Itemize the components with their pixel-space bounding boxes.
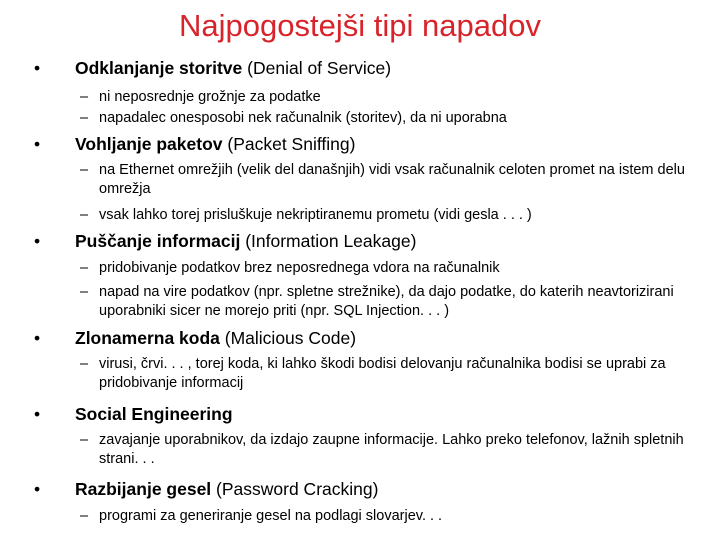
sub-text: zavajanje uporabnikov, da izdajo zaupne informacije. Lahko preko telefonov, lažnih spletnih strani. . . — [99, 432, 684, 467]
topic-bold: Razbijanje gesel — [75, 479, 212, 499]
dash-icon: – — [80, 207, 89, 223]
dash-icon: – — [80, 356, 89, 372]
dash-icon: – — [80, 284, 89, 300]
bullet-icon: • — [34, 328, 41, 348]
sub-text: ni neposrednje grožnje za podatke — [99, 89, 321, 105]
dash-icon: – — [80, 89, 89, 105]
topic-text — [75, 229, 416, 253]
topic-rest: (Password Cracking) — [211, 479, 379, 499]
sub-text: napad na vire podatkov (npr. spletne strežnike), da dajo podatke, do katerih neavtorizirani uporabniki sicer ne morejo priti (npr. SQL Injection. . . ) — [99, 284, 674, 319]
sub-text: na Ethernet omrežjih (velik del današnjih) vidi vsak računalnik celoten promet na istem delu omrežja — [99, 162, 685, 197]
topic-rest: (Malicious Code) — [219, 328, 357, 348]
bullet-icon: • — [34, 479, 41, 499]
sub-text: virusi, črvi. . . , torej koda, ki lahko škodi bodisi delovanju računalnika bodisi se uprabi za pridobivanje informacij — [99, 356, 666, 391]
topic-bold: Social Engineering — [75, 404, 233, 424]
dash-icon: – — [80, 260, 89, 276]
topic-bold: Vohljanje paketov — [75, 134, 223, 154]
topic-text — [75, 132, 355, 156]
topic-text — [75, 326, 356, 350]
bullet-icon: • — [34, 134, 41, 154]
topic-rest: (Denial of Service) — [242, 58, 392, 78]
topic-bold: Zlonamerna koda — [75, 328, 220, 348]
topic-rest: (Packet Sniffing) — [222, 134, 356, 154]
bullet-icon: • — [34, 58, 41, 78]
sub-text: pridobivanje podatkov brez neposrednega vdora na računalnik — [99, 260, 500, 276]
dash-icon: – — [80, 110, 89, 126]
bullet-icon: • — [34, 404, 41, 424]
sub-text: vsak lahko torej prisluškuje nekriptiranemu prometu (vidi gesla . . . ) — [99, 207, 532, 223]
dash-icon: – — [80, 162, 89, 178]
dash-icon: – — [80, 432, 89, 448]
sub-text: programi za generiranje gesel na podlagi slovarjev. . . — [99, 508, 443, 524]
topic-text — [75, 477, 378, 501]
bullet-icon: • — [34, 231, 41, 251]
topic-bold: Odklanjanje storitve — [75, 58, 243, 78]
topic-text — [75, 56, 391, 80]
topic-text — [75, 402, 233, 426]
topic-rest: (Information Leakage) — [240, 231, 417, 251]
slide-title: Najpogostejši tipi napadov — [179, 8, 541, 43]
dash-icon: – — [80, 508, 89, 524]
sub-text: napadalec onesposobi nek računalnik (storitev), da ni uporabna — [99, 110, 507, 126]
topic-bold: Puščanje informacij — [75, 231, 241, 251]
